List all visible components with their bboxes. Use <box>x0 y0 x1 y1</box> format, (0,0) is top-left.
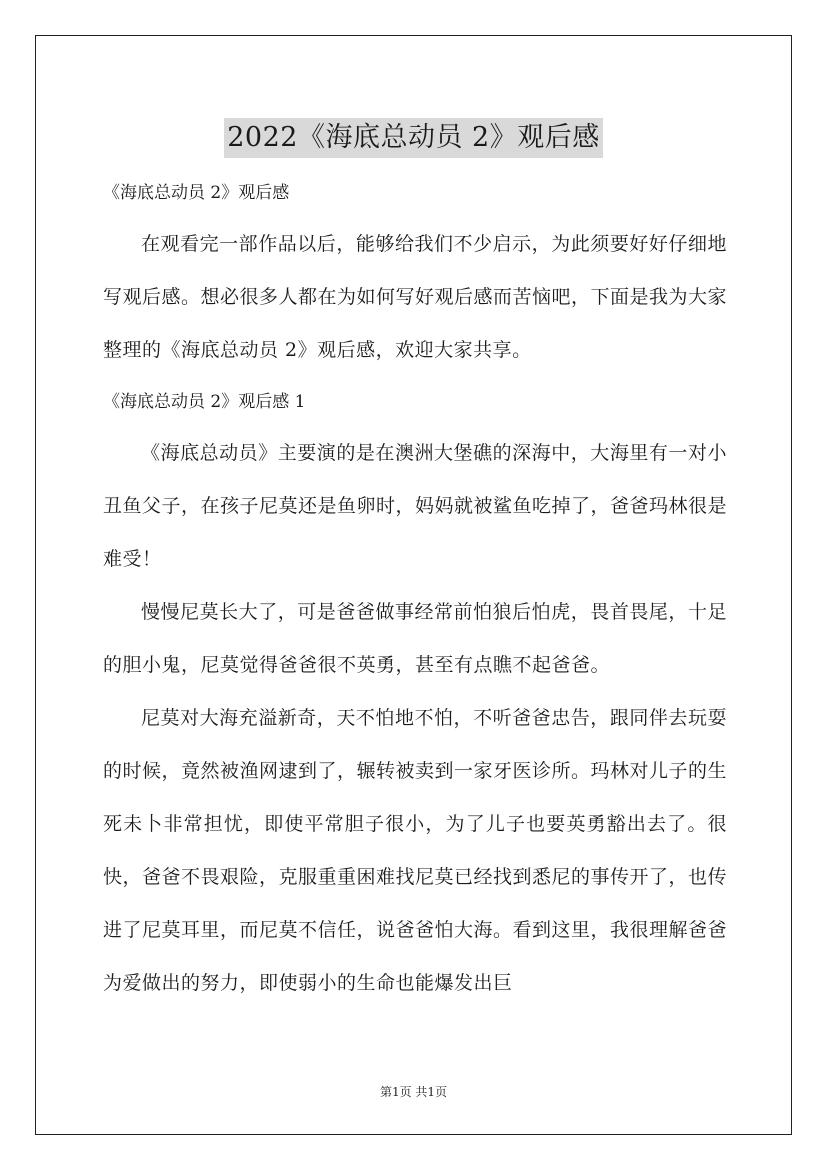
document-body <box>103 168 727 1010</box>
section-heading: 《海底总动员 2》观后感 1 <box>103 392 306 412</box>
page-footer: 第1页 共1页 <box>379 1085 448 1099</box>
intro-paragraph: 在观看完一部作品以后，能够给我们不少启示，为此须要好好仔细地写观后感。想必很多人都在为如何写好观后感而苦恼吧，下面是我为大家整理的《海底总动员 2》观后感，欢迎大家共享。 <box>103 233 728 361</box>
body-paragraph-1: 《海底总动员》主要演的是在澳洲大堡礁的深海中，大海里有一对小丑鱼父子，在孩子尼莫还是鱼卵时，妈妈就被鲨鱼吃掉了，爸爸玛林很是难受！ <box>103 442 728 570</box>
body-paragraph-2: 慢慢尼莫长大了，可是爸爸做事经常前怕狼后怕虎，畏首畏尾，十足的胆小鬼，尼莫觉得爸爸很不英勇，甚至有点瞧不起爸爸。 <box>103 601 727 676</box>
document-title: 2022《海底总动员 2》观后感 <box>224 118 602 158</box>
title-container <box>0 100 827 176</box>
body-paragraph-3: 尼莫对大海充溢新奇，天不怕地不怕，不听爸爸忠告，跟同伴去玩耍的时候，竟然被渔网逮到了，辗转被卖到一家牙医诊所。玛林对儿子的生死未卜非常担忧，即使平常胆子很小，为了儿子也要英勇豁出去了。很快，爸爸不畏艰险，克服重重困难找尼莫已经找到悉尼的事传开了，也传进了尼莫耳里，而尼莫不信任，说爸爸怕大海。看到这里，我很理解爸爸为爱做出的努力，即使弱小的生命也能爆发出巨 <box>103 707 728 994</box>
document-subtitle: 《海底总动员 2》观后感 <box>103 183 290 203</box>
